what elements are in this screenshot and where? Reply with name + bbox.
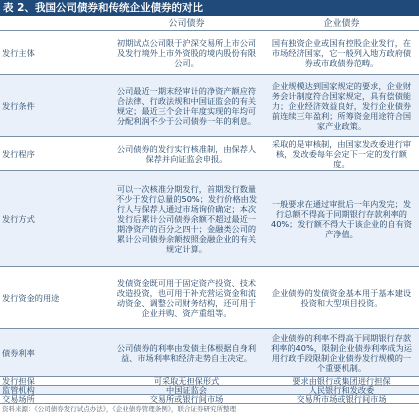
- header-item-cell: [0, 18, 112, 30]
- row-corporate: 公司债券的利率由发债主体根据自身利益、市场利率和经济走势自主决定。: [116, 342, 257, 363]
- row-item: 交易场所: [2, 395, 35, 403]
- row-corporate: 公司最近一期末经审计的净资产额应符合法律、行政法规和中国证监会的有关规定；最近三个会计年度实现的年均可分配利润不少于公司债券一年的利息。: [116, 85, 257, 126]
- table-row: [0, 329, 419, 377]
- row-enterprise: 国有独资企业或国有控股企业发行，在市场经济国家，它一般列入地方政府债券或市政债券范畴。: [271, 37, 412, 68]
- table-row: [0, 137, 419, 171]
- row-corporate: 公司债券的发行实行核准制，由保荐人保荐并向证监会申报。: [116, 143, 257, 164]
- header-corporate-bond: 公司债券: [168, 18, 205, 29]
- row-enterprise: 采取的是审核制，由国家发改委进行审核，发改委每年会定下一定的发行额度。: [271, 138, 412, 169]
- source-note: 资料来源：《公司债券发行试点办法》，《企业债券管理条例》，联合证券研究所整理: [2, 405, 236, 413]
- table-row: [0, 171, 419, 267]
- table-row: [0, 31, 419, 75]
- row-item: 发行程序: [2, 148, 35, 159]
- table-row: [0, 267, 419, 329]
- table-row: [0, 75, 419, 137]
- row-item: 发行条件: [2, 100, 35, 111]
- row-corporate: 初期试点公司限于沪深交易所上市公司及发行境外上市外资股的境内股份有限公司。: [116, 37, 257, 68]
- row-enterprise: 企业规模达到国家规定的要求，企业财务会计制度符合国家规定，具有偿债能力；企业经济效益良好，发行企业债券前连续三年盈利；所筹资金用途符合国家产业政策。: [271, 80, 412, 131]
- row-corporate: 可采取无担保形式: [153, 377, 220, 385]
- row-item: 发行资金的用途: [2, 292, 60, 303]
- table-row: [0, 395, 419, 404]
- table-title: 表 2、我国公司债券和传统企业债券的对比: [0, 0, 419, 16]
- row-item: 发行主体: [2, 47, 35, 58]
- header-enterprise-bond: 企业债券: [323, 18, 360, 29]
- row-item: 债券利率: [2, 347, 35, 358]
- row-enterprise: 人民银行和发改委: [308, 386, 375, 394]
- row-enterprise: 一般要求在通过审批后一年内发完；发行总额不得高于同期银行存款利率的40%；发行额不得大于该企业的自有资产净值。: [270, 198, 412, 239]
- row-corporate: 交易所或银行间市场: [149, 395, 224, 403]
- table-row: [0, 386, 419, 395]
- row-item: 发行方式: [2, 213, 35, 224]
- row-corporate: 发债资金既可用于固定资产投资、技术改造投资，也可用于补充营运资金和流动资金、调整公司财务结构，还可用于企业并购、资产重组等。: [116, 277, 257, 318]
- table-header-row: [0, 18, 419, 31]
- row-corporate: 中国证监会: [166, 386, 207, 394]
- row-corporate: 可以一次核准分期发行，首期发行数量不少于发行总量的50%；发行价格由发行人与保荐人通过市场询价确定；本次发行后累计公司债券余额不超过最近一期净资产的百分之四十；金融类公司的累计公司债券余额按照金融企业的有关规定计算。: [116, 183, 258, 254]
- row-enterprise: 企业债券的发债资金基本用于基本建设投资和大型项目投资。: [271, 287, 412, 308]
- table-row: [0, 377, 419, 386]
- row-enterprise: 要求由银行或集团进行担保: [292, 377, 391, 385]
- row-item: 监管机构: [2, 386, 35, 394]
- row-enterprise: 企业债券的利率不得高于同期银行存款利率的40%，限制企业债券利率成为运用行政手段限制企业债券发行规模的一个重要机制。: [270, 332, 412, 373]
- row-enterprise: 交易所市场或银行间市场: [296, 395, 387, 403]
- row-item: 发行担保: [2, 377, 35, 385]
